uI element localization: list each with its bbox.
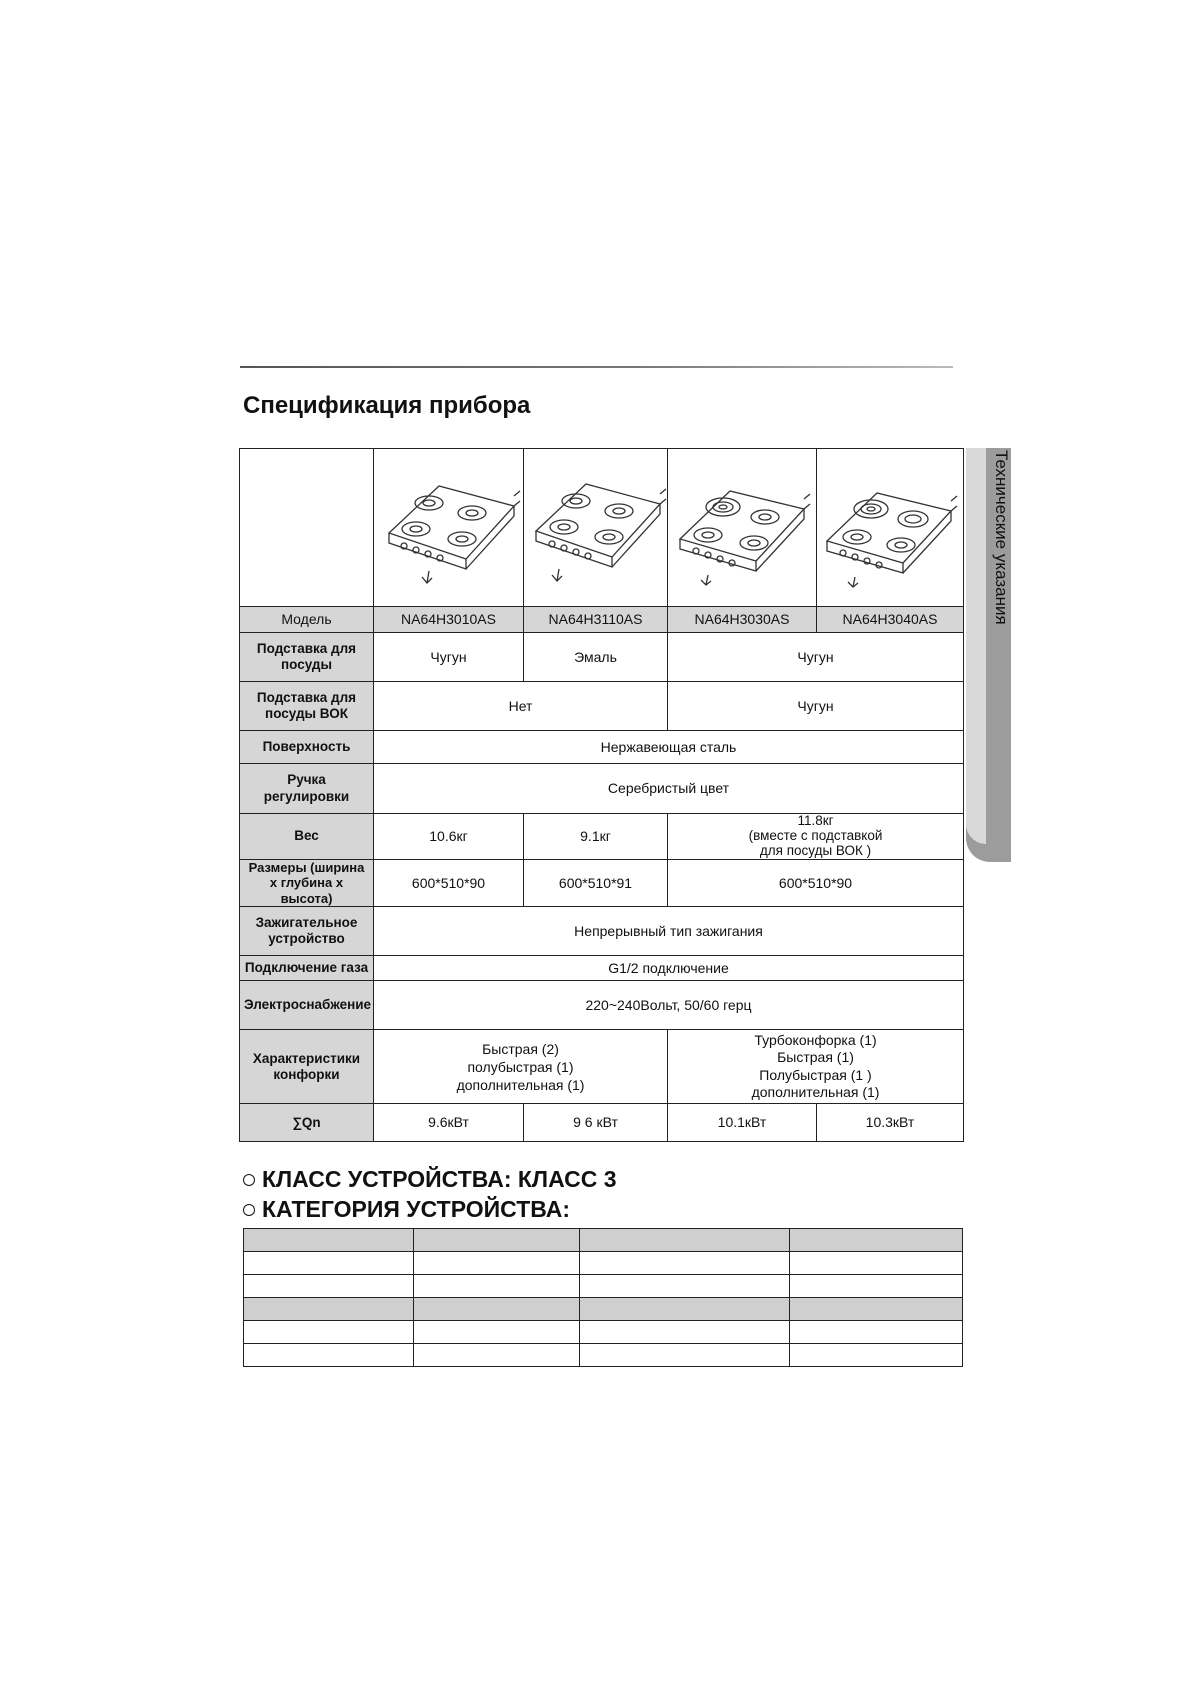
gas-value: G1/2 подключение <box>374 956 964 981</box>
label-ignition: Зажигательное устройство <box>240 907 374 956</box>
qn-2: 9 6 кВт <box>524 1104 668 1142</box>
model-2: NA64H3110AS <box>524 607 668 633</box>
corner-cell <box>240 449 374 607</box>
surface-value: Нержавеющая сталь <box>374 731 964 764</box>
weight-1: 10.6кг <box>374 814 524 860</box>
model-1: NA64H3010AS <box>374 607 524 633</box>
ignition-value: Непрерывный тип зажигания <box>374 907 964 956</box>
burners-a-3: дополнительная (1) <box>456 1076 585 1093</box>
label-power: Электроснабжение <box>240 981 374 1030</box>
wok-2: Чугун <box>668 682 964 731</box>
knob-value: Серебристый цвет <box>374 764 964 814</box>
qn-3: 10.1кВт <box>668 1104 817 1142</box>
category-row <box>244 1275 963 1298</box>
weight-2: 9.1кг <box>524 814 668 860</box>
burners-a <box>374 1030 668 1104</box>
qn-1: 9.6кВт <box>374 1104 524 1142</box>
burners-a-1: Быстрая (2) <box>482 1040 559 1057</box>
category-header-row <box>244 1298 963 1321</box>
model-3: NA64H3030AS <box>668 607 817 633</box>
wok-1: Нет <box>374 682 668 731</box>
weight-3 <box>668 814 964 860</box>
page-title: Спецификация прибора <box>243 392 531 419</box>
model-image-4 <box>817 449 964 607</box>
model-image-1 <box>374 449 524 607</box>
dims-1: 600*510*90 <box>374 859 524 907</box>
weight-3-line-3: для посуды ВОК ) <box>759 842 872 858</box>
burners-b-3: Полубыстрая (1 ) <box>759 1066 872 1083</box>
category-row <box>244 1344 963 1367</box>
model-image-3 <box>668 449 817 607</box>
dims-2: 600*510*91 <box>524 859 668 907</box>
label-qn: ∑Qn <box>240 1104 374 1142</box>
label-model: Модель <box>240 607 374 633</box>
label-knob: Ручка регулировки <box>240 764 374 814</box>
device-category-line <box>243 1196 570 1223</box>
label-gas: Подключение газа <box>240 956 374 981</box>
cooktop-drawing-icon <box>817 451 964 601</box>
cooktop-drawing-icon <box>524 451 668 601</box>
burners-b-1: Турбоконфорка (1) <box>754 1031 877 1048</box>
burners-a-2: полубыстрая (1) <box>467 1058 574 1075</box>
cooktop-drawing-icon <box>668 451 817 601</box>
qn-4: 10.3кВт <box>817 1104 964 1142</box>
category-table <box>243 1228 963 1367</box>
cooktop-drawing-icon <box>374 451 524 601</box>
burners-b-4: дополнительная (1) <box>751 1084 880 1101</box>
burners-b <box>668 1030 964 1104</box>
category-row <box>244 1252 963 1275</box>
model-4: NA64H3040AS <box>817 607 964 633</box>
grate-1: Чугун <box>374 633 524 682</box>
bullet-circle-icon <box>243 1204 255 1216</box>
label-grate: Подставка для посуды <box>240 633 374 682</box>
header-rule <box>240 366 953 368</box>
category-row <box>244 1321 963 1344</box>
category-header-row <box>244 1229 963 1252</box>
label-weight: Вес <box>240 814 374 860</box>
device-class-text: КЛАСС УСТРОЙСТВА: КЛАСС 3 <box>262 1166 617 1192</box>
label-wok: Подставка для посуды ВОК <box>240 682 374 731</box>
power-value: 220~240Вольт, 50/60 герц <box>374 981 964 1030</box>
bullet-circle-icon <box>243 1174 255 1186</box>
device-class-line <box>243 1166 617 1193</box>
label-surface: Поверхность <box>240 731 374 764</box>
device-category-text: КАТЕГОРИЯ УСТРОЙСТВА: <box>262 1196 570 1222</box>
label-burners: Характеристики конфорки <box>240 1030 374 1104</box>
weight-3-line-2: (вместе с подставкой <box>748 827 883 843</box>
grate-2: Эмаль <box>524 633 668 682</box>
burners-b-2: Быстрая (1) <box>777 1049 854 1066</box>
dims-3: 600*510*90 <box>668 859 964 907</box>
side-tab-label: Технические указания <box>992 450 1011 625</box>
spec-table <box>239 448 964 1142</box>
weight-3-line-1: 11.8кг <box>797 813 834 828</box>
grate-3: Чугун <box>668 633 964 682</box>
label-dims: Размеры (ширина x глубина x высота) <box>240 859 374 907</box>
model-image-2 <box>524 449 668 607</box>
